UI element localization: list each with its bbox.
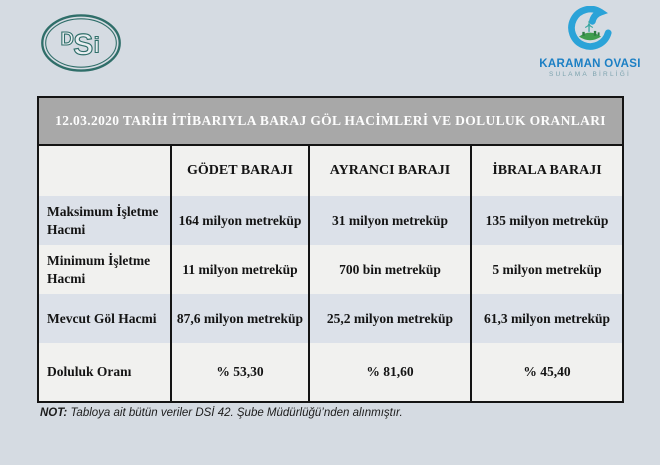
row-label: Minimum İşletme Hacmi xyxy=(38,245,171,294)
row-label: Maksimum İşletme Hacmi xyxy=(38,196,171,245)
svg-text:S: S xyxy=(73,28,94,62)
cell-value: 31 milyon metreküp xyxy=(309,196,471,245)
column-header-godet: GÖDET BARAJI xyxy=(171,145,309,196)
cell-value: 61,3 milyon metreküp xyxy=(471,294,623,343)
footer-note-text: Tabloya ait bütün veriler DSİ 42. Şube Müdürlüğü’nden alınmıştır. xyxy=(67,407,403,419)
table-header-row xyxy=(38,145,623,196)
svg-text:D: D xyxy=(60,27,74,49)
cell-value: 700 bin metreküp xyxy=(309,245,471,294)
dsi-logo xyxy=(40,13,122,73)
cell-value: % 81,60 xyxy=(309,343,471,402)
table-title: 12.03.2020 TARİH İTİBARIYLA BARAJ GÖL HACİMLERİ VE DOLULUK ORANLARI xyxy=(38,97,623,145)
cell-value: % 53,30 xyxy=(171,343,309,402)
dam-volume-table xyxy=(37,96,624,403)
column-header-ayranci: AYRANCI BARAJI xyxy=(309,145,471,196)
corner-cell xyxy=(38,145,171,196)
cell-value: 25,2 milyon metreküp xyxy=(309,294,471,343)
table-title-row xyxy=(38,97,623,145)
table-row-doluluk xyxy=(38,343,623,402)
karaman-ovasi-logo xyxy=(528,6,652,78)
cell-value: 164 milyon metreküp xyxy=(171,196,309,245)
table-row-maksimum xyxy=(38,196,623,245)
karaman-ovasi-logo-icon xyxy=(567,6,613,52)
cell-value: 11 milyon metreküp xyxy=(171,245,309,294)
footer-note-prefix: NOT: xyxy=(40,407,68,419)
cell-value: 87,6 milyon metreküp xyxy=(171,294,309,343)
karaman-ovasi-title: KARAMAN OVASI xyxy=(539,58,641,70)
column-header-ibrala: İBRALA BARAJI xyxy=(471,145,623,196)
karaman-ovasi-subtitle: SULAMA BİRLİĞİ xyxy=(548,71,632,78)
footer-note xyxy=(40,407,600,419)
dsi-logo-icon xyxy=(40,13,122,73)
svg-text:i: i xyxy=(93,32,100,58)
row-label: Mevcut Göl Hacmi xyxy=(38,294,171,343)
cell-value: 5 milyon metreküp xyxy=(471,245,623,294)
cell-value: % 45,40 xyxy=(471,343,623,402)
row-label: Doluluk Oranı xyxy=(38,343,171,402)
table-row-mevcut xyxy=(38,294,623,343)
cell-value: 135 milyon metreküp xyxy=(471,196,623,245)
table-row-minimum xyxy=(38,245,623,294)
